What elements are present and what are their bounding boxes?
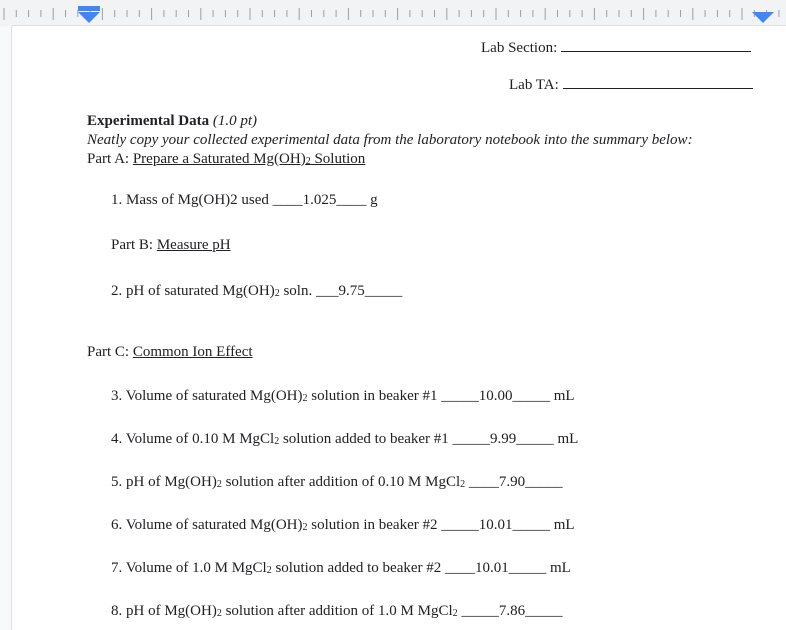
item-7 <box>111 559 571 580</box>
item-1-text: 1. Mass of Mg(OH)2 used <box>111 192 269 208</box>
part-b-prefix: Part B: <box>111 237 154 253</box>
item-8-answer[interactable]: _____7.86_____ <box>461 603 563 619</box>
part-b-title: Measure pH <box>156 237 231 253</box>
item-6-value: 10.01 <box>478 517 513 533</box>
item-3 <box>111 387 575 408</box>
item-1 <box>111 191 378 209</box>
item-3-answer[interactable]: _____10.00_____ <box>441 388 550 404</box>
item-8 <box>111 602 563 623</box>
left-indent-marker-icon[interactable] <box>78 12 100 23</box>
item-3-unit: mL <box>553 388 575 404</box>
lab-ta-line <box>509 75 753 94</box>
item-5-answer[interactable]: ____7.90_____ <box>468 474 563 490</box>
item-1-answer[interactable]: ____1.025____ <box>272 192 367 208</box>
item-4-text: 4. Volume of 0.10 M MgCl2 solution added to beaker #1 <box>111 431 449 447</box>
part-a-title-end: Solution <box>310 151 366 167</box>
lab-ta-label: Lab TA: <box>509 77 559 93</box>
item-7-text: 7. Volume of 1.0 M MgCl2 solution added to beaker #2 <box>111 560 442 576</box>
item-2-text: 2. pH of saturated Mg(OH)2 soln. <box>111 283 313 299</box>
item-1-value: 1.025 <box>302 192 337 208</box>
lab-section-line <box>481 38 751 57</box>
part-c-title: Common Ion Effect <box>132 344 253 360</box>
part-a-title-subscript: 2 <box>305 156 311 167</box>
lab-section-label: Lab Section: <box>481 40 558 56</box>
item-6-answer[interactable]: _____10.01_____ <box>441 517 550 533</box>
item-4-unit: mL <box>557 431 579 447</box>
item-3-value: 10.00 <box>478 388 513 404</box>
part-b-heading <box>111 236 231 254</box>
part-a-title <box>133 151 365 167</box>
item-4-answer[interactable]: _____9.99_____ <box>452 431 554 447</box>
experimental-points: (1.0 pt) <box>212 113 257 129</box>
item-1-unit: g <box>370 192 378 208</box>
item-6-unit: mL <box>553 517 575 533</box>
item-2-value: 9.75 <box>338 283 365 299</box>
lab-ta-blank[interactable] <box>563 75 753 89</box>
experimental-heading <box>87 112 257 130</box>
part-c-heading <box>87 343 253 361</box>
item-7-answer[interactable]: ____10.01_____ <box>445 560 547 576</box>
item-6-text: 6. Volume of saturated Mg(OH)2 solution in beaker #2 <box>111 517 438 533</box>
item-7-value: 10.01 <box>475 560 509 576</box>
right-indent-marker-icon[interactable] <box>752 12 774 23</box>
first-line-indent-marker-icon[interactable] <box>78 6 100 11</box>
horizontal-ruler[interactable] <box>0 0 786 26</box>
item-3-text: 3. Volume of saturated Mg(OH)2 solution in beaker #1 <box>111 388 438 404</box>
item-6 <box>111 516 575 537</box>
item-7-unit: mL <box>550 560 571 576</box>
experimental-instructions: Neatly copy your collected experimental data from the laboratory notebook into the summary below: <box>87 132 693 148</box>
item-5 <box>111 473 563 494</box>
part-c-prefix: Part C: <box>87 344 130 360</box>
item-4-value: 9.99 <box>490 431 517 447</box>
item-5-value: 7.90 <box>498 474 526 490</box>
item-2-answer[interactable]: ___9.75_____ <box>315 283 403 299</box>
part-a-prefix: Part A: <box>87 151 130 167</box>
experimental-title: Experimental Data <box>87 113 210 129</box>
document-page[interactable] <box>12 26 786 630</box>
part-a-heading <box>87 150 365 171</box>
item-2 <box>111 282 402 303</box>
item-8-text: 8. pH of Mg(OH)2 solution after addition of 1.0 M MgCl2 <box>111 603 458 619</box>
item-4 <box>111 430 578 451</box>
lab-section-blank[interactable] <box>561 38 751 52</box>
part-a-title-text: Prepare a Saturated Mg(OH) <box>132 151 306 167</box>
ruler-ticks <box>0 0 786 26</box>
item-8-value: 7.86 <box>498 603 526 619</box>
item-5-text: 5. pH of Mg(OH)2 solution after addition of 0.10 M MgCl2 <box>111 474 466 490</box>
